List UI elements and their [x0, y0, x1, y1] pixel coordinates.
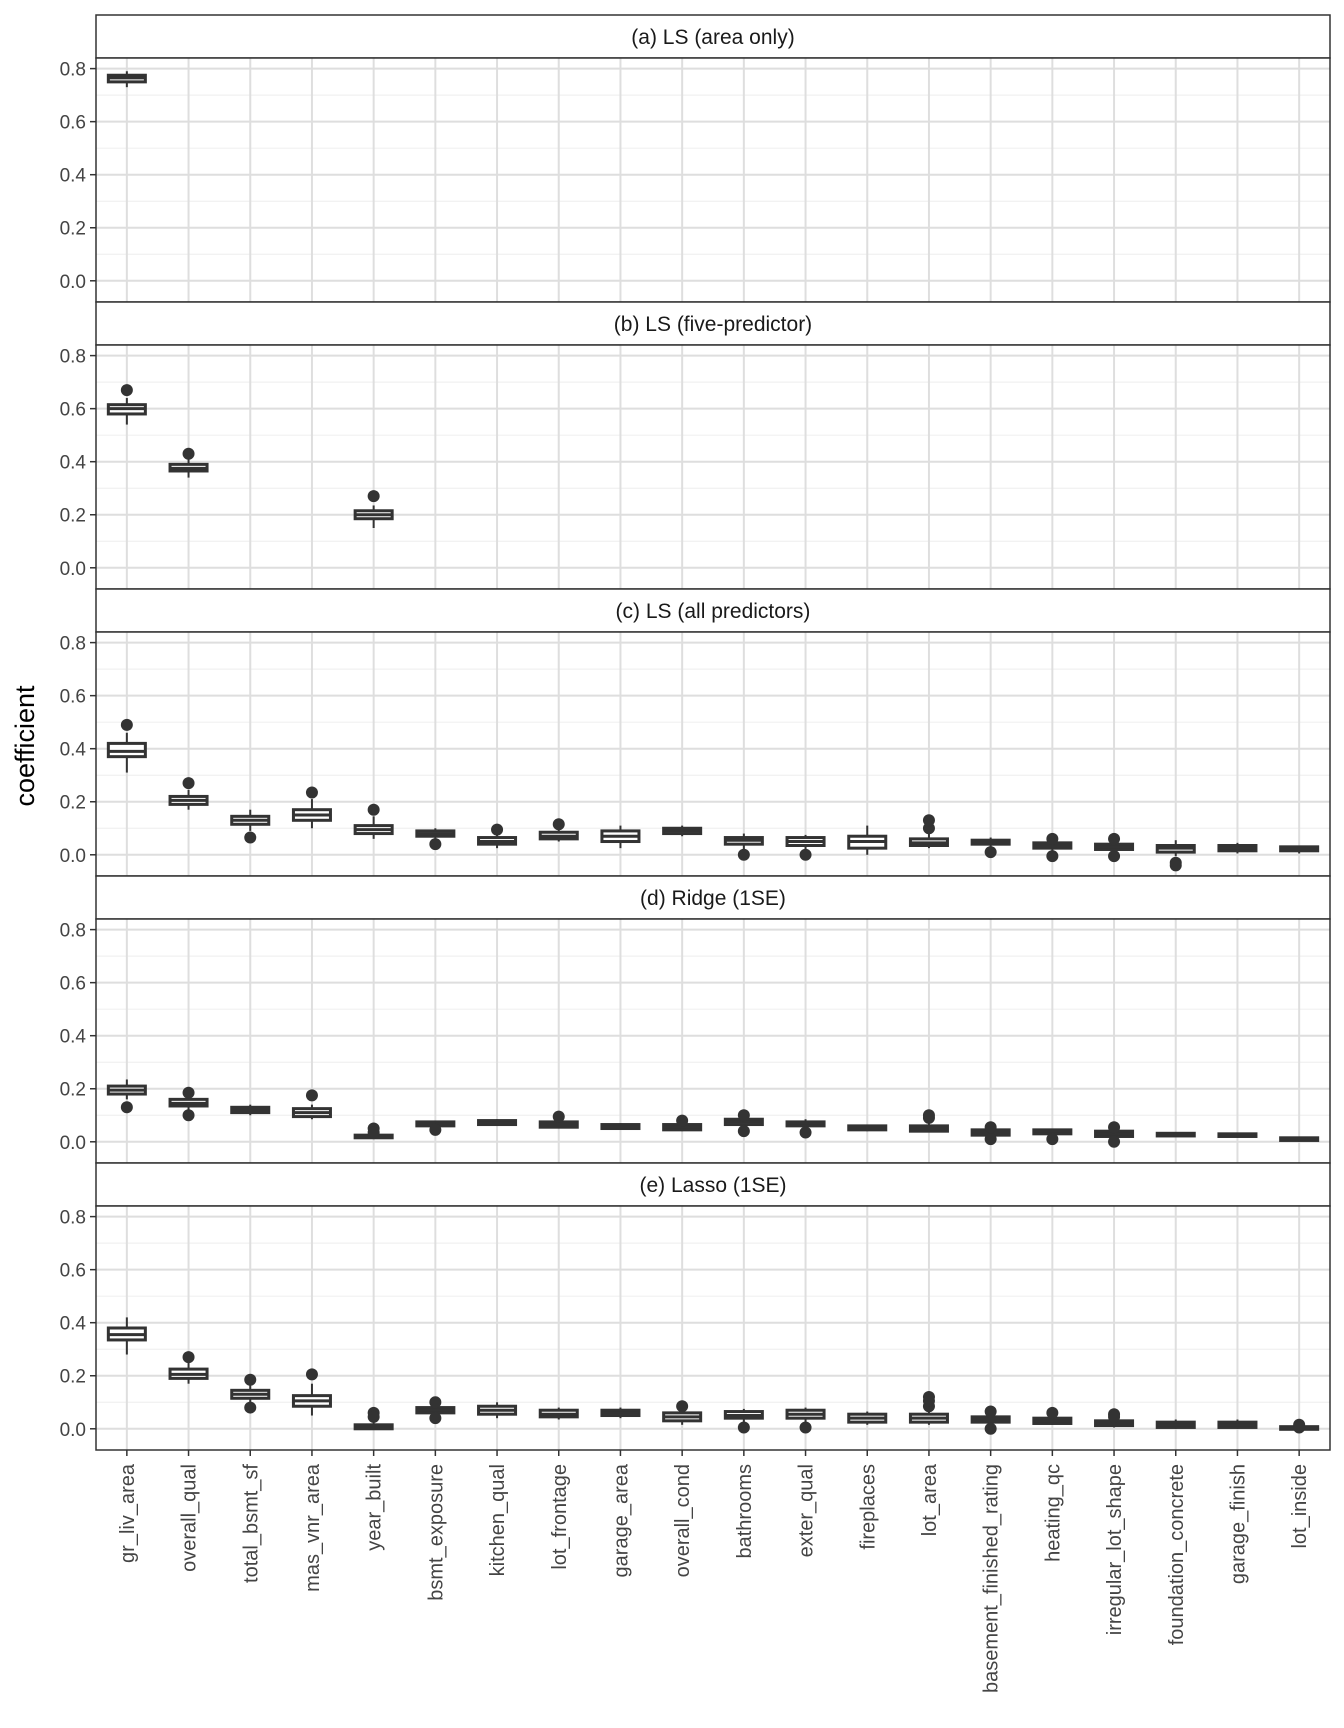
box-outlier-point — [244, 1402, 256, 1414]
x-tick-label: garage_area — [610, 1464, 633, 1578]
box-outlier-point — [306, 1089, 318, 1101]
x-tick-label: kitchen_qual — [487, 1464, 510, 1577]
y-tick-label: 0.0 — [59, 271, 86, 293]
y-tick-label: 0.6 — [59, 686, 86, 708]
box-outlier-point — [183, 448, 195, 460]
box-outlier-point — [800, 1127, 812, 1139]
y-tick-label: 0.0 — [59, 1419, 86, 1441]
box-outlier-point — [183, 1087, 195, 1099]
y-tick-label: 0.0 — [59, 558, 86, 580]
y-tick-label: 0.4 — [59, 739, 86, 761]
box-outlier-point — [244, 832, 256, 844]
box-outlier-point — [491, 824, 503, 836]
x-tick-label: bathrooms — [733, 1464, 756, 1559]
y-tick-label: 0.6 — [59, 1260, 86, 1282]
box-outlier-point — [738, 1421, 750, 1433]
box-outlier-point — [368, 490, 380, 502]
y-tick-label: 0.2 — [59, 505, 86, 527]
box-outlier-point — [183, 1351, 195, 1363]
y-tick-label: 0.6 — [59, 973, 86, 995]
box-outlier-point — [923, 814, 935, 826]
x-tick-label: foundation_concrete — [1165, 1464, 1188, 1646]
x-tick-label: gr_liv_area — [116, 1464, 139, 1563]
box-outlier-point — [1046, 1133, 1058, 1145]
box-outlier-point — [368, 1411, 380, 1423]
x-tick-label: lot_area — [918, 1464, 941, 1537]
x-tick-label: basement_finished_rating — [980, 1464, 1003, 1694]
y-tick-label: 0.2 — [59, 1366, 86, 1388]
box-outlier-point — [1170, 859, 1182, 871]
x-tick-label: total_bsmt_sf — [240, 1464, 263, 1583]
box-outlier-point — [738, 1109, 750, 1121]
x-tick-label: year_built — [363, 1464, 386, 1551]
y-tick-label: 0.4 — [59, 1313, 86, 1335]
x-tick-label: lot_inside — [1289, 1464, 1312, 1549]
x-tick-label: garage_finish — [1227, 1464, 1250, 1585]
box-outlier-point — [121, 384, 133, 396]
y-tick-label: 0.4 — [59, 1026, 86, 1048]
box-outlier-point — [738, 849, 750, 861]
box-outlier-point — [368, 1127, 380, 1139]
box-outlier-point — [1108, 1136, 1120, 1148]
box-outlier-point — [306, 786, 318, 798]
x-tick-label: heating_qc — [1042, 1464, 1065, 1562]
box-outlier-point — [306, 1368, 318, 1380]
y-tick-label: 0.2 — [59, 218, 86, 240]
box-outlier-point — [121, 719, 133, 731]
y-tick-label: 0.0 — [59, 845, 86, 867]
box-outlier-point — [923, 1109, 935, 1121]
box-outlier-point — [1046, 1407, 1058, 1419]
y-tick-label: 0.8 — [59, 59, 86, 81]
panel-title: (e) Lasso (1SE) — [639, 1174, 787, 1197]
box-outlier-point — [1108, 833, 1120, 845]
box-outlier-point — [985, 1133, 997, 1145]
box-outlier-point — [1108, 1411, 1120, 1423]
panel-title: (c) LS (all predictors) — [615, 600, 811, 623]
y-tick-label: 0.8 — [59, 633, 86, 655]
box-outlier-point — [553, 818, 565, 830]
box-outlier-point — [676, 1115, 688, 1127]
box-outlier-point — [985, 1121, 997, 1133]
box-outlier-point — [985, 1423, 997, 1435]
box-outlier-point — [183, 1109, 195, 1121]
box-outlier-point — [985, 846, 997, 858]
box-outlier-point — [1108, 1121, 1120, 1133]
y-axis-label: coefficient — [10, 685, 40, 807]
box-outlier-point — [429, 1124, 441, 1136]
box-outlier-point — [1293, 1421, 1305, 1433]
y-tick-label: 0.8 — [59, 1207, 86, 1229]
x-tick-label: fireplaces — [857, 1464, 880, 1550]
box-outlier-point — [1108, 850, 1120, 862]
box-outlier-point — [183, 777, 195, 789]
y-tick-label: 0.6 — [59, 112, 86, 134]
box-outlier-point — [429, 1412, 441, 1424]
x-tick-label: irregular_lot_shape — [1104, 1464, 1127, 1636]
y-tick-label: 0.0 — [59, 1132, 86, 1154]
box-outlier-point — [368, 804, 380, 816]
box-outlier-point — [676, 1400, 688, 1412]
y-tick-label: 0.2 — [59, 792, 86, 814]
box-outlier-point — [429, 838, 441, 850]
panel-title: (d) Ridge (1SE) — [640, 887, 786, 910]
box-outlier-point — [429, 1396, 441, 1408]
box-outlier-point — [121, 1101, 133, 1113]
x-tick-label: mas_vnr_area — [301, 1464, 324, 1592]
box-outlier-point — [738, 1125, 750, 1137]
y-tick-label: 0.6 — [59, 399, 86, 421]
panel-title: (a) LS (area only) — [631, 26, 795, 49]
y-tick-label: 0.2 — [59, 1079, 86, 1101]
x-tick-label: exter_qual — [795, 1464, 818, 1558]
box-outlier-point — [923, 1395, 935, 1407]
y-tick-label: 0.8 — [59, 920, 86, 942]
box-outlier-point — [1046, 833, 1058, 845]
x-tick-label: overall_cond — [672, 1464, 695, 1578]
panel-title: (b) LS (five-predictor) — [613, 313, 813, 336]
y-tick-label: 0.8 — [59, 346, 86, 368]
y-tick-label: 0.4 — [59, 452, 86, 474]
y-tick-label: 0.4 — [59, 165, 86, 187]
box-outlier-point — [985, 1406, 997, 1418]
box-outlier-point — [1046, 850, 1058, 862]
x-tick-label: lot_frontage — [548, 1464, 571, 1570]
box-outlier-point — [800, 1421, 812, 1433]
x-tick-label: bsmt_exposure — [425, 1464, 448, 1601]
box-outlier-point — [800, 849, 812, 861]
x-tick-label: overall_qual — [178, 1464, 201, 1572]
box-outlier-point — [244, 1374, 256, 1386]
box-outlier-point — [553, 1111, 565, 1123]
